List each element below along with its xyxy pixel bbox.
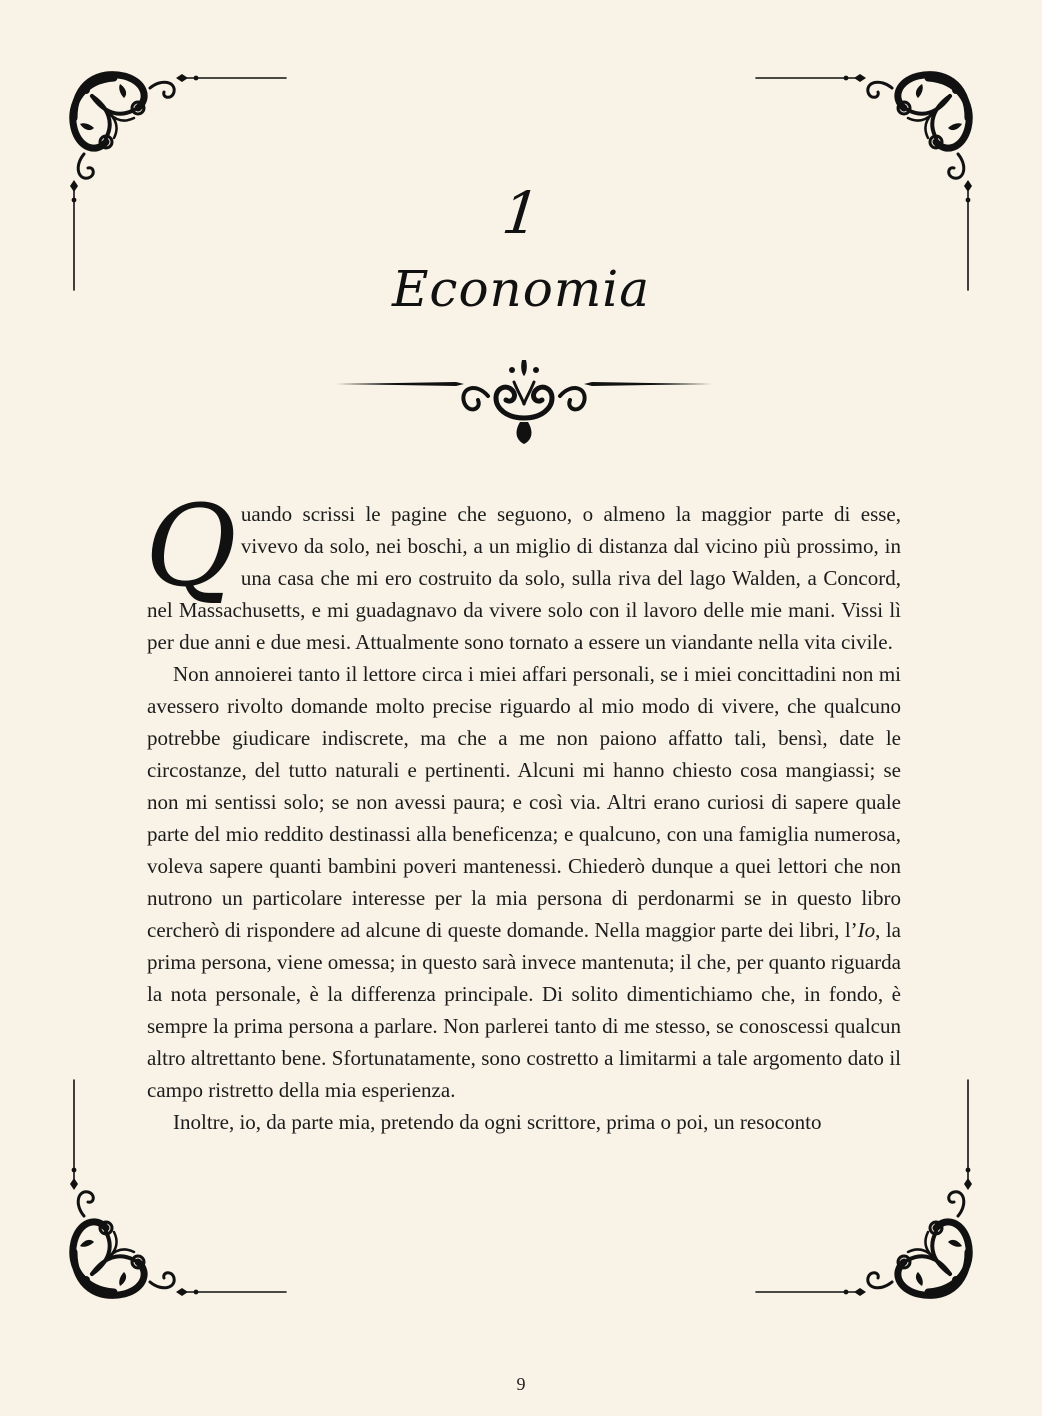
- scroll-divider-icon: [336, 352, 712, 448]
- chapter-number: 1: [498, 179, 544, 247]
- paragraph: [145, 482, 901, 658]
- emphasis-io: Io: [857, 918, 876, 942]
- page-number: 9: [516, 1374, 526, 1394]
- chapter-title: Economia: [391, 260, 651, 318]
- paragraph-text: Inoltre, io, da parte mia, pretendo da ogni scrittore, prima o poi, un resoconto: [173, 1110, 822, 1134]
- paragraph-text: Non annoierei tanto il lettore circa i miei affari personali, se i miei concittadini non mi avessero rivolto domande molto precise riguardo al mio modo di vivere, che qualcuno potrebbe giudicare indiscrete, ma che a me non paiono affatto tali, bensì, date le circostanze, del tutto naturali e pertinenti. Alcuni mi hanno chiesto cosa mangiassi; se non mi sentissi solo; se non avessi paura; e così via. Altri erano curiosi di sapere quale parte del mio reddito destinassi alla beneficenza; e qualcuno, con una famiglia numerosa, voleva sapere quanti bambini poveri mantenessi. Chiederò dunque a quei lettori che non nutrono un particolare interesse per la mia persona di perdonarmi se in questo libro cercherò di rispondere ad alcune di queste domande. Nella maggior parte dei libri, l’: [147, 662, 901, 942]
- paragraph-text: uando scrissi le pagine che seguono, o almeno la maggior parte di esse, vivevo da solo, nei boschi, a un miglio di distanza dal vicino più prossimo, in una casa che mi ero costruito da solo, sulla riva del lago Walden, a Concord, nel Massachusetts, e mi guadagnavo da vivere solo con il lavoro delle mie mani. Vissi lì per due anni e due mesi. Attualmente sono tornato a essere un viandante nella vita civile.: [147, 502, 901, 654]
- chapter-text: [145, 482, 901, 1138]
- drop-cap: Q: [145, 482, 237, 612]
- paragraph: [147, 658, 901, 1106]
- paragraph: [147, 1106, 901, 1138]
- paragraph-text: , la prima persona, viene omessa; in questo sarà invece mantenuta; il che, per quanto riguarda la nota personale, è la differenza principale. Di solito dimentichiamo che, in fondo, è sempre la prima persona a parlare. Non parlerei tanto di me stesso, se conoscessi qualcun altro altrettanto bene. Sfortunatamente, sono costretto a limitarmi a tale argomento dato il campo ristretto della mia esperienza.: [147, 918, 901, 1102]
